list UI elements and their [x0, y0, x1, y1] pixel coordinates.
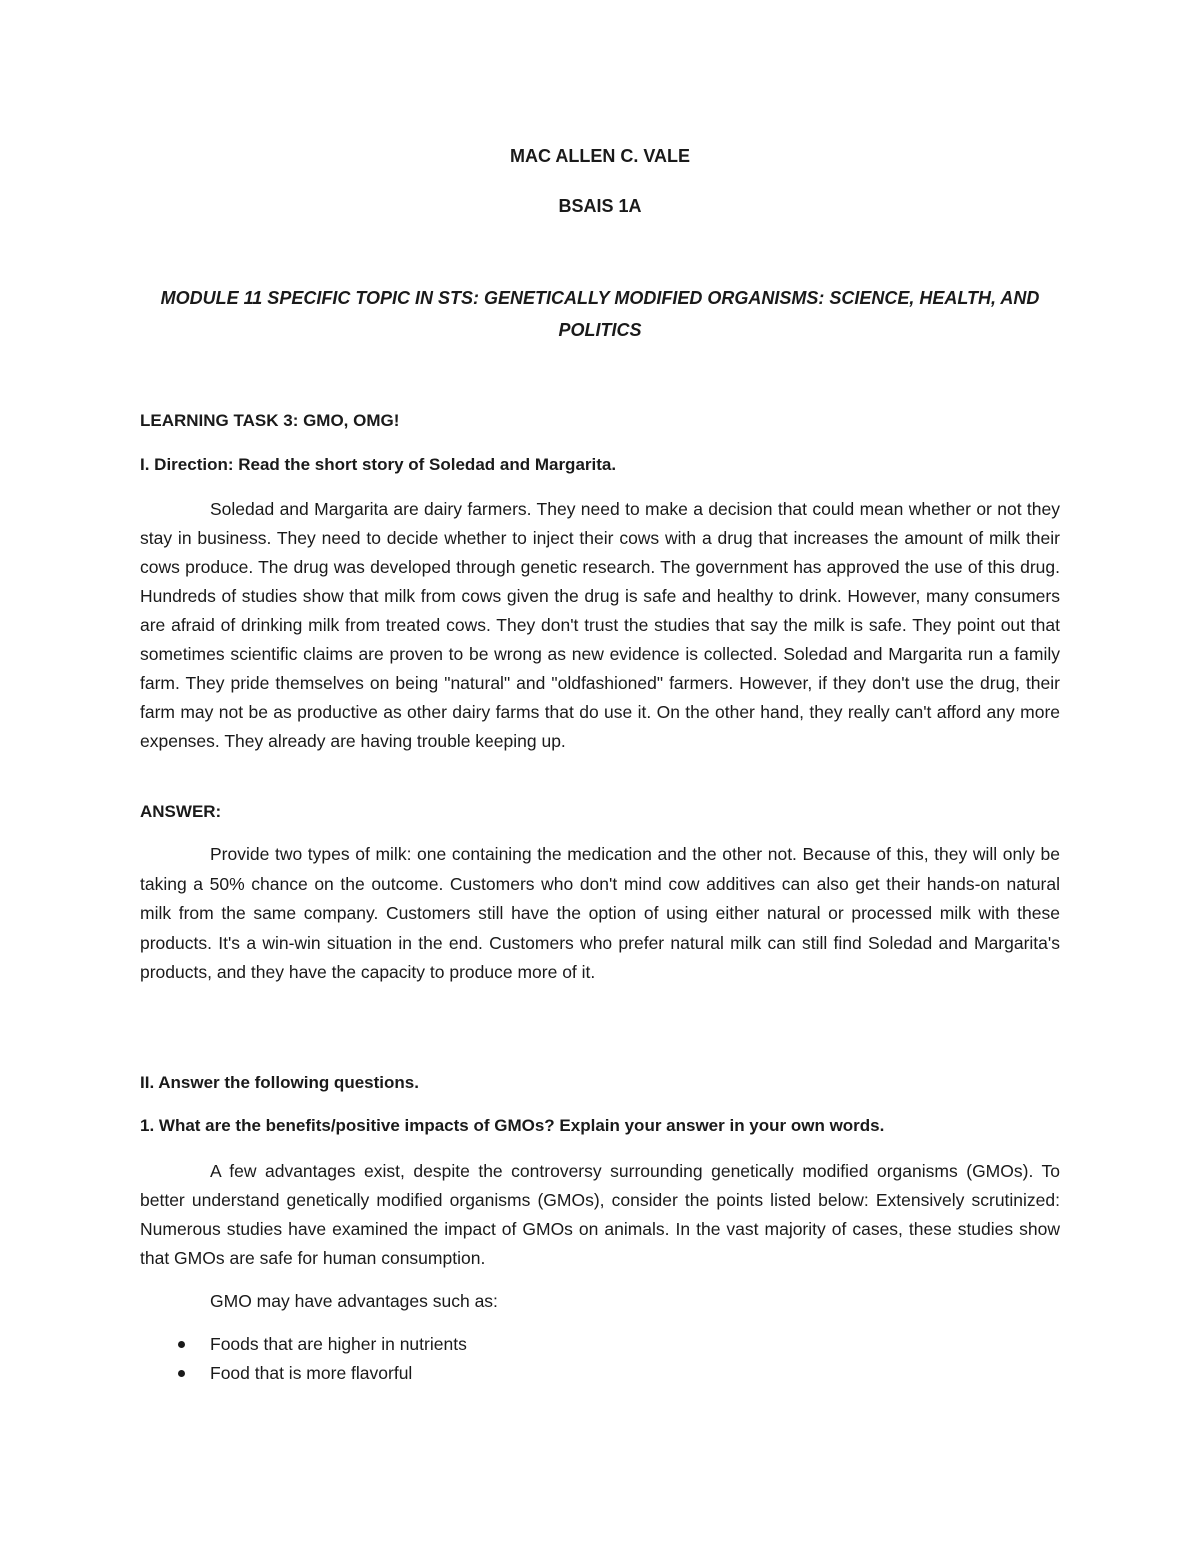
- bullet-icon: [178, 1341, 185, 1348]
- part2-heading: II. Answer the following questions.: [140, 1073, 419, 1092]
- list-item-text: Foods that are higher in nutrients: [210, 1334, 467, 1354]
- learning-task-title: LEARNING TASK 3: GMO, OMG!: [140, 411, 400, 430]
- answer-label: ANSWER:: [140, 802, 222, 821]
- author-name: MAC ALLEN C. VALE: [510, 146, 690, 166]
- answer-paragraph: Provide two types of milk: one containing the medication and the other not. Because of this, they will only be taking a 50% chance on the outcome. Customers who don't mind cow additives can also get their hands-on natural milk from the same company. Customers still have the option of using either natural or processed milk with these products. It's a win-win situation in the end. Customers who prefer natural milk can still find Soledad and Margarita's products, and they have the capacity to produce more of it.: [140, 844, 1060, 982]
- story-paragraph: Soledad and Margarita are dairy farmers. They need to make a decision that could mean whether or not they stay in business. They need to decide whether to inject their cows with a drug that increases the amount of milk their cows produce. The drug was developed through genetic research. The government has approved the use of this drug. Hundreds of studies show that milk from cows given the drug is safe and healthy to drink. However, many consumers are afraid of drinking milk from treated cows. They don't trust the studies that say the milk is safe. They point out that sometimes scientific claims are proven to be wrong as new evidence is collected. Soledad and Margarita run a family farm. They pride themselves on being "natural" and "oldfashioned" farmers. However, if they don't use the drug, their farm may not be as productive as other dairy farms that do use it. On the other hand, they really can't afford any more expenses. They already are having trouble keeping up.: [140, 499, 1060, 751]
- answer-1-paragraph: A few advantages exist, despite the controversy surrounding genetically modified organisms (GMOs). To better understand genetically modified organisms (GMOs), consider the points listed below: Extensively scrutinized: Numerous studies have examined the impact of GMOs on animals. In the vast majority of cases, these studies show that GMOs are safe for human consumption.: [140, 1161, 1060, 1268]
- course-section: BSAIS 1A: [558, 196, 642, 216]
- bullet-icon: [178, 1370, 185, 1377]
- direction-heading: I. Direction: Read the short story of Soledad and Margarita.: [140, 455, 617, 474]
- list-item: [140, 1359, 1060, 1388]
- list-item: [140, 1330, 1060, 1359]
- advantages-intro: GMO may have advantages such as:: [210, 1291, 498, 1311]
- module-title: MODULE 11 SPECIFIC TOPIC IN STS: GENETICALLY MODIFIED ORGANISMS: SCIENCE, HEALTH, AND POLITICS: [160, 288, 1040, 340]
- advantages-list: [140, 1330, 1060, 1388]
- question-1: 1. What are the benefits/positive impacts of GMOs? Explain your answer in your own words.: [140, 1116, 885, 1135]
- list-item-text: Food that is more flavorful: [210, 1363, 413, 1383]
